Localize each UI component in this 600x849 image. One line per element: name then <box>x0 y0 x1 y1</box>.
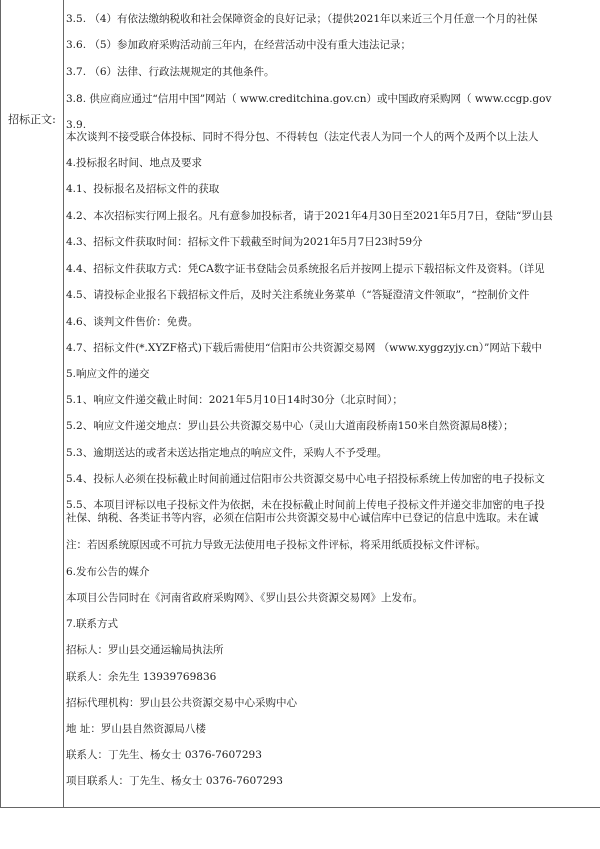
row-label: 招标正文: <box>8 113 56 126</box>
text-line: 地 址：罗山县自然资源局八楼 <box>66 723 206 735</box>
text-line: 社保、纳税、各类证书等内容，必须在信阳市公共资源交易中心诚信库中已登记的信息中选取。未在诚 <box>66 512 539 524</box>
text-line: 5.4、投标人必须在投标截止时间前通过信阳市公共资源交易中心电子招投标系统上传加密的电子投标文 <box>66 473 545 485</box>
text-line: 5.2、响应文件递交地点：罗山县公共资源交易中心（灵山大道南段桥南150米自然资源局8楼）； <box>66 420 514 432</box>
text-line: 本项目公告同时在《河南省政府采购网》、《罗山县公共资源交易网》上发布。 <box>66 592 423 604</box>
text-line: 5.3、逾期送达的或者未送达指定地点的响应文件，采购人不予受理。 <box>66 447 388 459</box>
document-body <box>66 0 600 808</box>
text-line: 4.3、招标文件获取时间：招标文件下载截至时间为2021年5月7日23时59分 <box>66 236 423 248</box>
text-line: 项目联系人：丁先生、杨女士 0376-7607293 <box>66 775 283 787</box>
text-line: 5.响应文件的递交 <box>66 368 150 380</box>
text-line: 3.5. （4）有依法缴纳税收和社会保障资金的良好记录；（提供2021年以来近三个月任意一个月的社保 <box>66 13 538 25</box>
text-line: 5.5、本项目评标以电子投标文件为依据，未在投标截止时间前上传电子投标文件并递交非加密的电子投 <box>66 499 545 511</box>
text-line: 4.7、招标文件(*.XYZF格式)下载后需使用“信阳市公共资源交易网 （www.xyggzyjy.cn）”网站下载中 <box>66 342 542 354</box>
text-line: 3.6. （5）参加政府采购活动前三年内，在经营活动中没有重大违法记录； <box>66 39 412 51</box>
text-line: 3.9. <box>66 119 87 131</box>
text-line: 7.联系方式 <box>66 618 119 630</box>
text-line: 3.7. （6）法律、行政法规规定的其他条件。 <box>66 66 275 78</box>
text-line: 4.投标报名时间、地点及要求 <box>66 157 203 169</box>
text-line: 3.8. 供应商应通过“信用中国”网站（ www.creditchina.gov.cn）或中国政府采购网（ www.ccgp.gov <box>66 93 552 105</box>
text-line: 5.1、响应文件递交截止时间：2021年5月10日14时30分（北京时间）； <box>66 394 403 406</box>
column-divider <box>63 0 64 808</box>
text-line: 注：若因系统原因或不可抗力导致无法使用电子投标文件评标，将采用纸质投标文件评标。 <box>66 539 486 551</box>
text-line: 联系人：余先生 13939769836 <box>66 671 217 683</box>
text-line: 6.发布公告的媒介 <box>66 566 150 578</box>
text-line: 4.4、招标文件获取方式：凭CA数字证书登陆会员系统报名后并按网上提示下载招标文件及资料。（详见 <box>66 263 545 275</box>
text-line: 招标人：罗山县交通运输局执法所 <box>66 644 224 656</box>
text-line: 4.2、本次招标实行网上报名。凡有意参加投标者，请于2021年4月30日至2021年5月7日，登陆“罗山县 <box>66 210 553 222</box>
text-line: 招标代理机构：罗山县公共资源交易中心采购中心 <box>66 697 297 709</box>
text-line: 4.1、投标报名及招标文件的获取 <box>66 183 220 195</box>
text-line: 4.5、请投标企业报名下载招标文件后，及时关注系统业务菜单（“答疑澄清文件领取”，“控制价文件 <box>66 289 530 301</box>
text-line: 本次谈判不接受联合体投标、同时不得分包、不得转包（法定代表人为同一个人的两个及两个以上法人 <box>66 131 539 143</box>
text-line: 4.6、谈判文件售价：免费。 <box>66 316 199 328</box>
text-line: 联系人：丁先生、杨女士 0376-7607293 <box>66 749 262 761</box>
